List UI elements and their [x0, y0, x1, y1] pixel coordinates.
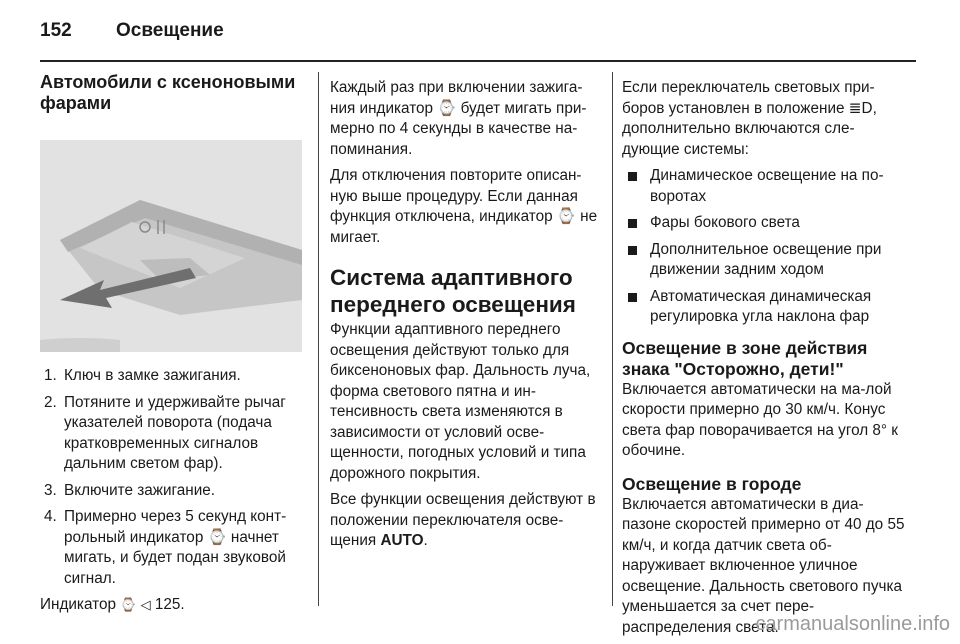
list-item: Автоматическая динамическая регулировка угла наклона фар — [622, 287, 912, 328]
list-item: Динамическое освещение на по-воротах — [622, 166, 912, 207]
page-ref-arrow-icon: ◁ — [140, 597, 151, 612]
column-2 — [330, 78, 604, 558]
paragraph: Все функции освещения действуют в положении переключателя осве-щения AUTO. — [330, 491, 596, 549]
header-divider — [40, 60, 916, 62]
lever-illustration — [40, 140, 302, 352]
page-number: 152 — [40, 20, 72, 41]
steps-list — [40, 366, 302, 589]
page-ref-link[interactable]: 125. — [154, 596, 185, 613]
column-3 — [622, 78, 912, 644]
column-divider — [318, 72, 319, 606]
list-item: Дополнительное освещение при движении задним ходом — [622, 240, 912, 281]
list-item: 3. Включите зажигание. — [44, 481, 216, 499]
page-header — [40, 12, 916, 56]
city-lighting-title: Освещение в городе — [622, 473, 802, 494]
indicator-icon: ⌚ — [120, 597, 137, 612]
systems-list — [622, 166, 912, 328]
page-title: Освещение — [116, 20, 224, 41]
indicator-reference: Индикатор ⌚ ◁ 125. — [40, 595, 302, 616]
afl-section-title: Система адаптивного переднего освещения — [330, 265, 576, 317]
list-item: 2. Потяните и удерживайте рычаг указателей поворота (подача кратковременных сигналов дальним светом фар). — [44, 393, 286, 472]
auto-label: AUTO — [380, 532, 424, 549]
paragraph: Включается автоматически в диа-пазоне скоростей примерно от 40 до 55 км/ч, и когда датчик света об-наруживает включенное уличное освещение. Дальность светового пучка уменьшается за счет пере-распределения света. — [622, 495, 905, 636]
children-zone-title: Освещение в зоне действия знака "Осторожно, дети!" — [622, 337, 868, 379]
list-item: Фары бокового света — [622, 213, 912, 234]
list-item: 1. Ключ в замке зажигания. — [44, 367, 241, 384]
watermark: carmanualsonline.info — [755, 613, 950, 635]
paragraph: Если переключатель световых при-боров установлен в положение ≣D, дополнительно включаются сле-дующие системы: — [622, 79, 877, 158]
xenon-heading: Автомобили с ксеноновыми фарами — [40, 72, 296, 113]
paragraph: Для отключения повторите описан-ную выше процедуру. Если данная функция отключена, индикатор ⌚ не мигает. — [330, 167, 598, 246]
paragraph: Каждый раз при включении зажига-ния индикатор ⌚ будет мигать при-мерно по 4 секунды в качестве на-поминания. — [330, 79, 587, 158]
paragraph: Функции адаптивного переднего освещения действуют только для биксеноновых фар. Дальность луча, форма светового пятна и ин-тенсивность света изменяются в зависимости от условий осве-щенности, погодных условий и типа дорожного покрытия. — [330, 321, 591, 482]
column-divider — [612, 72, 613, 606]
paragraph: Включается автоматически на ма-лой скорости примерно до 30 км/ч. Конус света фар поворачивается на угол 8° к обочине. — [622, 380, 898, 459]
column-1 — [40, 72, 302, 622]
list-item: 4. Примерно через 5 секунд конт-рольный индикатор ⌚ начнет мигать, и будет подан звуковой сигнал. — [44, 508, 287, 587]
